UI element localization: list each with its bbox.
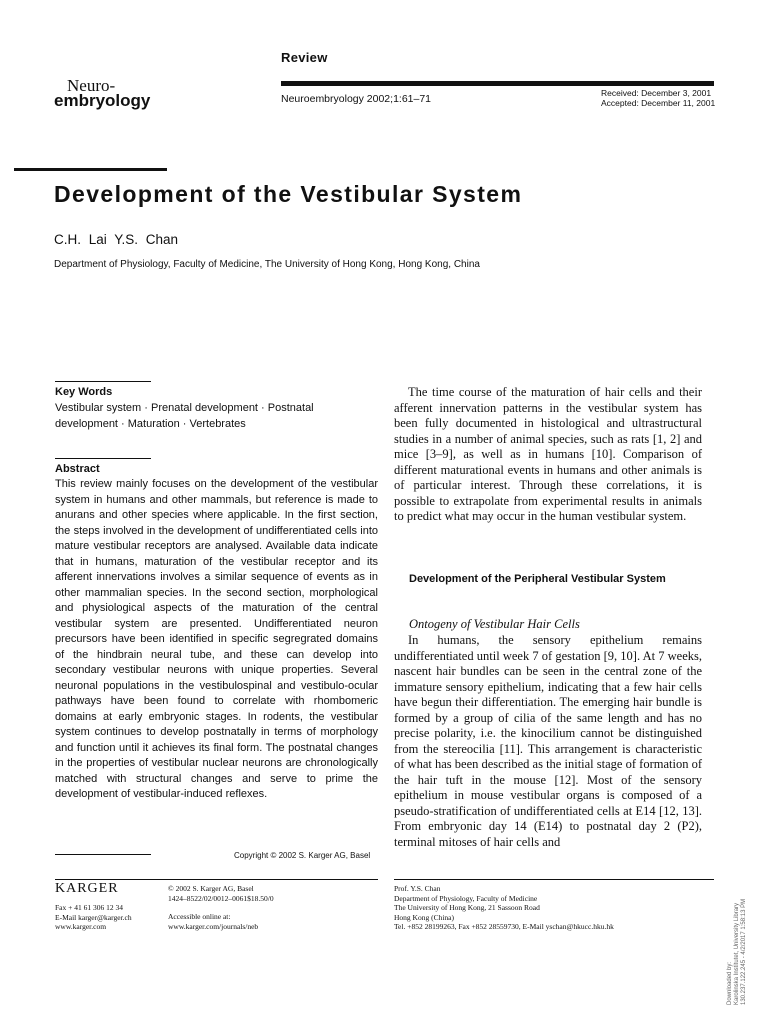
abstract-copyright: Copyright © 2002 S. Karger AG, Basel (234, 851, 371, 860)
online-access-label: Accessible online at: (168, 912, 231, 921)
download-note-line3: 130.237.122.245 - 4/2/2017 1:58:13 PM (741, 898, 747, 1005)
article-dates (601, 88, 715, 108)
footer-rule-right (394, 879, 714, 880)
footer-rule-left (55, 879, 378, 880)
correspondence-contact: Tel. +852 28199263, Fax +852 28559730, E-Mail yschan@hkucc.hku.hk (394, 922, 614, 931)
article-affiliation: Department of Physiology, Faculty of Medicine, The University of Hong Kong, Hong Kong, China (54, 259, 480, 270)
publication-copyright: © 2002 S. Karger AG, Basel (168, 884, 254, 893)
abstract-heading: Abstract (55, 463, 100, 475)
correspondence-university: The University of Hong Kong, 21 Sassoon Road (394, 903, 540, 912)
correspondence-name: Prof. Y.S. Chan (394, 884, 441, 893)
publication-issn: 1424–8522/02/0012–0061$18.50/0 (168, 893, 274, 903)
publisher-contact (55, 903, 132, 932)
correspondence-department: Department of Physiology, Faculty of Medicine (394, 893, 538, 903)
download-note-line2: Karolinska Institutet, University Library (734, 902, 740, 1005)
download-note-line1: Downloaded by: (727, 961, 733, 1005)
publisher-fax: Fax + 41 61 306 12 34 (55, 903, 123, 912)
keywords-rule (55, 381, 151, 382)
journal-logo-line2: embryology (54, 91, 151, 110)
article-authors: C.H. Lai Y.S. Chan (54, 232, 179, 247)
section-heading: Development of the Peripheral Vestibular System (409, 573, 666, 585)
received-date: Received: December 3, 2001 (601, 88, 712, 98)
correspondence-address (394, 884, 614, 932)
title-rule-short (14, 168, 167, 171)
header-rule (281, 81, 714, 86)
publisher-logo: KARGER (55, 881, 119, 896)
download-note (727, 745, 748, 1005)
journal-logo (54, 78, 150, 108)
online-access (168, 912, 258, 931)
publication-info (168, 884, 274, 903)
keywords-text: Vestibular system · Prenatal development · Postnatal development · Maturation · Vertebrates (55, 402, 314, 430)
abstract-rule (55, 458, 151, 459)
article-title: Development of the Vestibular System (54, 181, 523, 207)
subsection-heading: Ontogeny of Vestibular Hair Cells (409, 617, 580, 631)
keywords-heading: Key Words (55, 386, 113, 398)
journal-citation: Neuroembryology 2002;1:61–71 (281, 93, 432, 105)
online-access-url: www.karger.com/journals/neb (168, 921, 259, 931)
abstract-text: This review mainly focuses on the development of the vestibular system in humans and other mammals, but reference is made to anurans and other species where applicable. In the first section, the steps involved in the development of undifferentiated cells into mature vestibular receptors are analysed. Available data indicate that in humans, maturation of the vestibular receptor and its afferent innervations involves a similar sequence of events as in other mammalian species. In the second section, morphological and physiological aspects of the maturation of the central vestibular system are presented. Undifferentiated neuron precursors have been identified in specific segregrated domains of the hindbrain neural tube, and these can develop into secondary vestibular neurons with unique properties. Several neuronal populations in the vestibulospinal and vestibulo-ocular pathways have been found to correlate with rhombomeric domains at early embryonic stages. In rodents, the vestibular system continues to develop postnatally in terms of morphology and function until it achieves its final form. The postnatal changes in the properties of vestibular nuclear neurons are chronologically matched with structural changes and serve to prime the development of vestibular-induced reflexes. (55, 478, 378, 800)
section-paragraph: In humans, the sensory epithelium remains undifferentiated until week 7 of gestation [9, 10]. At 7 weeks, nascent hair bundles can be seen in the central zone of the immature sensory epithelium, indicating that a few hair cells have begun their differentiation. The emerging hair bundle is formed by a group of cilia of the same length and has no precise polarity, i.e. the kinocilium cannot be distinguished from the stereocilia [11]. This arrangement is characteristic of what has been described as the initial stage of formation of the hair tuft in the mouse [12]. Most of the sensory epithelium in mouse vestibular organs is composed of a pseudo-stratification of undifferentiated cells at E14 [12, 13]. From embryonic day 14 (E14) to postnatal day 2 (P2), terminal mitoses of hair cells and (394, 633, 702, 849)
journal-logo-line1: Neuro- (67, 76, 116, 95)
section-label: Review (281, 50, 328, 65)
publisher-website: www.karger.com (55, 922, 107, 931)
correspondence-city: Hong Kong (China) (394, 912, 454, 922)
intro-paragraph: The time course of the maturation of hair cells and their afferent innervation patterns in the vestibular system has been fully documented in histological and ultrastructural studies in a number of animal species, such as rats [1, 2] and mice [3–9], as well as in humans [10]. Comparison of different maturational events in humans and other animals is of particular interest. Through these correlations, it is possible to extrapolate from experimental results in animals to predict what may occur in the human vestibular system. (394, 385, 702, 523)
publisher-email: E-Mail karger@karger.ch (55, 912, 132, 922)
abstract-end-rule (55, 854, 151, 855)
accepted-date: Accepted: December 11, 2001 (601, 98, 716, 108)
